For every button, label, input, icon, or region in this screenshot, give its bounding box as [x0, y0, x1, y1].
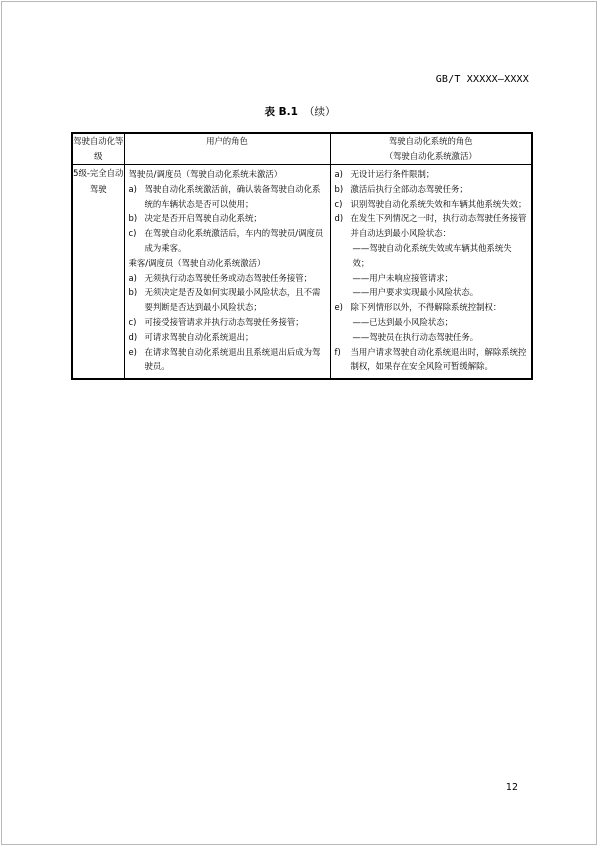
level-cell: 5级-完全自动驾驶 — [72, 165, 124, 380]
header-user-role: 用户的角色 — [124, 133, 330, 165]
section-title: 驾驶员/调度员（驾驶自动化系统未激活） — [128, 169, 283, 179]
list-item: a) 驾驶自动化系统激活前，确认装备驾驶自动化系统的车辆状态是否可以使用； — [128, 183, 321, 209]
list-item: c) 可接受接管请求并执行动态驾驶任务接管； — [128, 316, 304, 327]
header-system-role: 驾驶自动化系统的角色 （驾驶自动化系统激活） — [330, 133, 532, 165]
sub-item: ——驾驶自动化系统失效或车辆其他系统失效； — [352, 242, 512, 268]
list-item: a) 无设计运行条件限制； — [334, 169, 435, 179]
table-header-row — [72, 133, 532, 165]
user-role-cell — [124, 165, 330, 380]
list-item: e) 在请求驾驶自动化系统退出且系统退出后成为驾驶员。 — [128, 346, 321, 372]
list-item: c) 识别驾驶自动化系统失效和车辆其他系统失效； — [334, 198, 527, 209]
page-number: 12 — [505, 782, 518, 793]
section-title: 乘客/调度员（驾驶自动化系统激活） — [128, 257, 266, 268]
list-item: d) 在发生下列情况之一时，执行动态驾驶任务接管并自动达到最小风险状态： — [334, 213, 527, 239]
list-item: b) 决定是否开启驾驶自动化系统； — [128, 213, 262, 224]
system-role-cell — [330, 165, 532, 380]
list-item: c) 在驾驶自动化系统激活后，车内的驾驶员/调度员成为乘客。 — [128, 228, 324, 253]
document-code: GB/T XXXXX—XXXX — [435, 74, 529, 85]
list-item: e) 除下列情形以外，不得解除系统控制权： — [334, 302, 502, 313]
automation-role-table — [71, 132, 533, 380]
list-item: f) 当用户请求驾驶自动化系统退出时，解除系统控制权，如果存在安全风险可暂缓解除。 — [334, 346, 527, 372]
table-id: 表 B.1 — [264, 106, 298, 118]
list-item: b) 激活后执行全部动态驾驶任务； — [334, 183, 468, 194]
header-level: 驾驶自动化等级 — [72, 133, 124, 165]
sub-item: ——驾驶员在执行动态驾驶任务。 — [352, 331, 479, 342]
sub-item: ——已达到最小风险状态； — [352, 316, 453, 327]
list-item: b) 无须决定是否及如何实现最小风险状态，且不需要判断是否达到最小风险状态； — [128, 287, 321, 313]
list-item: d) 可请求驾驶自动化系统退出； — [128, 331, 254, 342]
sub-item: ——用户要求实现最小风险状态。 — [352, 287, 479, 298]
sub-item: ——用户未响应接管请求； — [352, 272, 453, 283]
table-continued: （续） — [303, 106, 336, 118]
page-border — [1, 1, 597, 845]
table-title — [0, 104, 600, 119]
list-item: a) 无须执行动态驾驶任务或动态驾驶任务接管； — [128, 272, 312, 283]
table-row — [72, 165, 532, 380]
